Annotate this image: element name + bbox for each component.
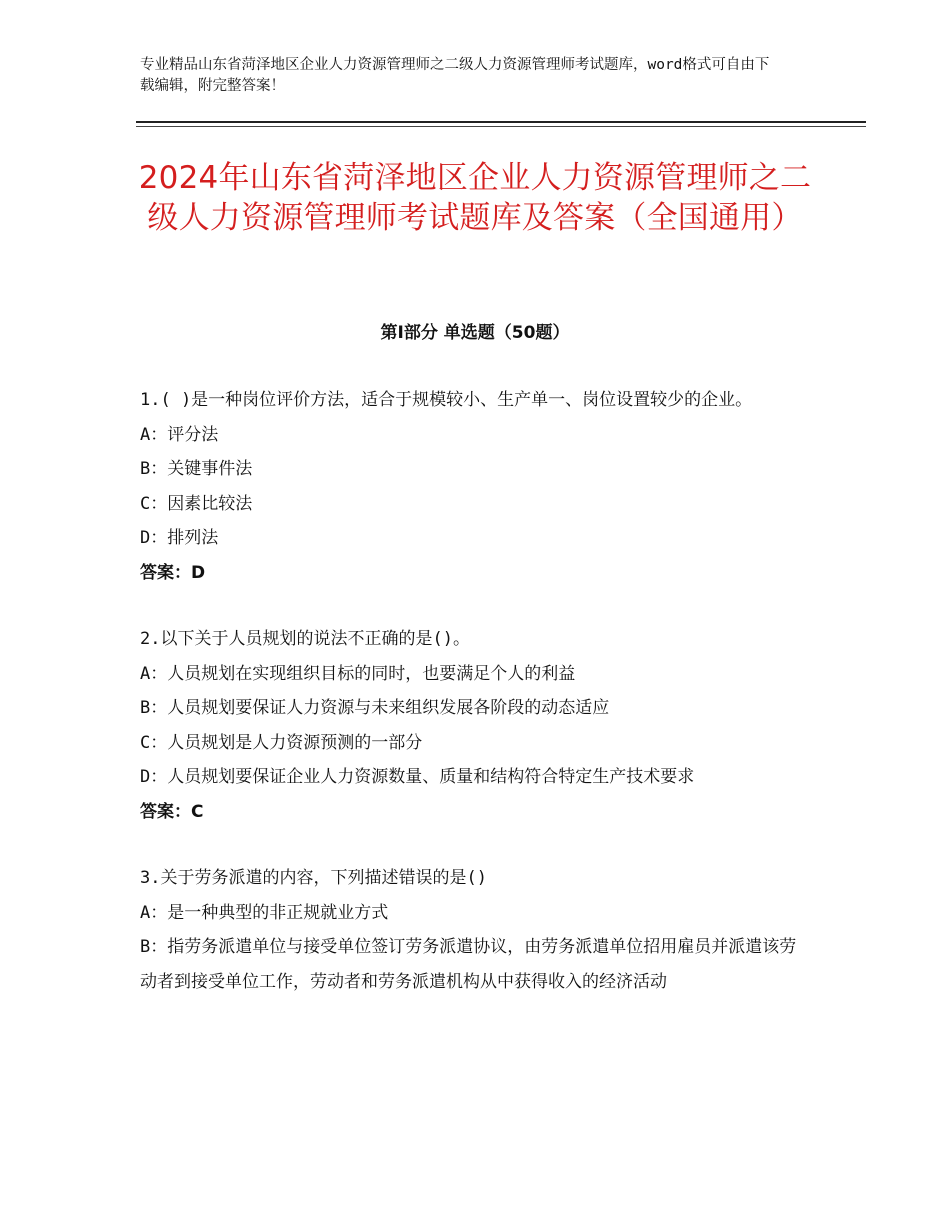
option-d: D：人员规划要保证企业人力资源数量、质量和结构符合特定生产技术要求 bbox=[140, 767, 695, 787]
header-rule-thick bbox=[136, 121, 866, 123]
option-b: B：指劳务派遣单位与接受单位签订劳务派遣协议，由劳务派遣单位招用雇员并派遣该劳动者到接受单位工作，劳动者和劳务派遣机构从中获得收入的经济活动 bbox=[140, 937, 797, 992]
answer: 答案：C bbox=[140, 801, 204, 822]
spacer bbox=[140, 590, 812, 622]
option-b: B：关键事件法 bbox=[140, 459, 253, 479]
header-rule-thin bbox=[136, 126, 866, 127]
option-c: C：人员规划是人力资源预测的一部分 bbox=[140, 732, 423, 753]
answer: 答案：D bbox=[140, 562, 206, 583]
header-note: 专业精品山东省菏泽地区企业人力资源管理师之二级人力资源管理师考试题库，word格式可自由下载编辑，附完整答案！ bbox=[140, 57, 770, 94]
question-stem: 1.( )是一种岗位评价方法，适合于规模较小、生产单一、岗位设置较少的企业。 bbox=[140, 390, 753, 410]
question-3 bbox=[140, 861, 812, 999]
question-2 bbox=[140, 622, 812, 829]
section-heading: 第Ⅰ部分 单选题（50题） bbox=[380, 323, 570, 343]
option-a: A：是一种典型的非正规就业方式 bbox=[140, 902, 389, 923]
question-stem: 3.关于劳务派遣的内容，下列描述错误的是() bbox=[140, 868, 487, 888]
option-a: A：人员规划在实现组织目标的同时，也要满足个人的利益 bbox=[140, 663, 576, 684]
question-1 bbox=[140, 383, 812, 590]
option-c: C：因素比较法 bbox=[140, 493, 253, 514]
document-title: 2024年山东省菏泽地区企业人力资源管理师之二级人力资源管理师考试题库及答案（全国通用） bbox=[138, 160, 812, 236]
spacer bbox=[140, 829, 812, 861]
option-a: A：评分法 bbox=[140, 424, 219, 445]
option-b: B：人员规划要保证人力资源与未来组织发展各阶段的动态适应 bbox=[140, 698, 610, 718]
option-d: D：排列法 bbox=[140, 528, 219, 548]
question-stem: 2.以下关于人员规划的说法不正确的是()。 bbox=[140, 629, 470, 649]
question-list bbox=[140, 383, 812, 999]
